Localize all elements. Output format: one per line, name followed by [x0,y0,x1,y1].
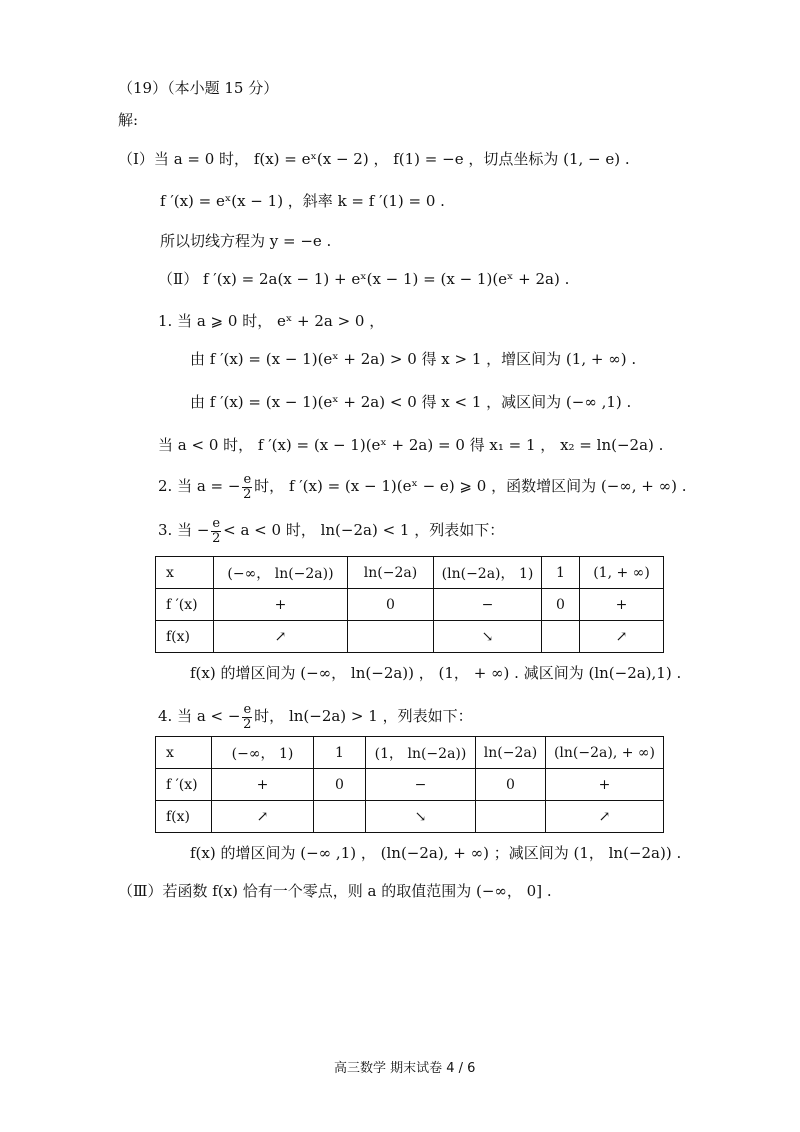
table-cell: (ln(−2a)， 1) [434,557,542,589]
case3-line [158,512,504,548]
table-cell: + [212,769,314,801]
table-row [156,557,664,589]
table-row [156,737,664,769]
table-cell [542,621,580,653]
part1-line3: 所以切线方程为 y = −e . [160,232,332,250]
frac-denominator: 2 [243,716,252,732]
part3-line: （Ⅲ）若函数 f(x) 恰有一个零点，则 a 的取值范围为 (−∞， 0] . [118,882,552,900]
case3-result: f(x) 的增区间为 (−∞， ln(−2a)) ， (1， + ∞) . 减区间为 (ln(−2a),1) . [190,664,682,682]
solution-label: 解: [118,111,139,129]
row-header-cell: x [156,557,214,589]
part2-derivative: （Ⅱ） f ′(x) = 2a(x − 1) + eˣ(x − 1) = (x − 1)(eˣ + 2a) . [158,270,570,288]
case1-decreasing: 由 f ′(x) = (x − 1)(eˣ + 2a) < 0 得 x < 1 ，减区间为 (−∞ ,1) . [190,393,632,411]
table-cell: ln(−2a) [476,737,546,769]
fraction-e-over-2 [242,473,252,502]
table-cell: − [366,769,476,801]
fraction-e-over-2 [242,703,252,732]
case4-prefix: 4. 当 a < − [158,707,241,725]
table-cell: ↘ [434,621,542,653]
frac-numerator: e [212,515,221,531]
table-cell: ↗ [214,621,348,653]
case4-line [158,698,473,734]
table-cell: 0 [348,589,434,621]
table-cell [476,801,546,833]
table-cell: + [214,589,348,621]
case4-result: f(x) 的增区间为 (−∞ ,1) ， (ln(−2a), + ∞) ；减区间为 (1， ln(−2a)) . [190,844,682,862]
table-cell [314,801,366,833]
case2-suffix: 时， f ′(x) = (x − 1)(eˣ − e) ⩾ 0 ，函数增区间为 (−∞, + ∞) . [254,477,687,495]
case2-line [158,468,687,504]
variation-table-case4 [155,736,664,833]
table-cell: + [580,589,664,621]
case1-heading: 1. 当 a ⩾ 0 时， eˣ + 2a > 0 ， [158,312,385,330]
case2-prefix: 2. 当 a = − [158,477,241,495]
table-cell: (−∞， 1) [212,737,314,769]
frac-numerator: e [243,701,252,717]
table-cell: (ln(−2a), + ∞) [546,737,664,769]
table-cell [348,621,434,653]
table-cell: − [434,589,542,621]
page-footer: 高三数学 期末试卷 4 / 6 [334,1061,476,1076]
table-row [156,621,664,653]
question-header: （19）（本小题 15 分） [118,79,279,97]
table-cell: 0 [314,769,366,801]
table-cell: (−∞， ln(−2a)) [214,557,348,589]
fraction-e-over-2 [211,517,221,546]
table-row [156,801,664,833]
row-header-cell: f ′(x) [156,769,212,801]
row-header-cell: f(x) [156,801,212,833]
table-cell: (1， ln(−2a)) [366,737,476,769]
table-cell: 1 [542,557,580,589]
frac-denominator: 2 [243,486,252,502]
variation-table-case3 [155,556,664,653]
row-header-cell: f(x) [156,621,214,653]
part1-line2: f ′(x) = eˣ(x − 1) ，斜率 k = f ′(1) = 0 . [160,192,445,210]
table-cell: ln(−2a) [348,557,434,589]
frac-numerator: e [243,471,252,487]
part1-line1: （Ⅰ）当 a = 0 时， f(x) = eˣ(x − 2) ， f(1) = −e ，切点坐标为 (1, − e) . [118,150,630,168]
table-row [156,589,664,621]
row-header-cell: f ′(x) [156,589,214,621]
table-cell: 1 [314,737,366,769]
table-cell: ↗ [546,801,664,833]
case1-increasing: 由 f ′(x) = (x − 1)(eˣ + 2a) > 0 得 x > 1 ，增区间为 (1, + ∞) . [190,350,637,368]
table-cell: (1, + ∞) [580,557,664,589]
frac-denominator: 2 [212,530,221,546]
table-cell: 0 [542,589,580,621]
row-header-cell: x [156,737,212,769]
table-cell: 0 [476,769,546,801]
table-row [156,769,664,801]
case3-prefix: 3. 当 − [158,521,210,539]
table-cell: ↘ [366,801,476,833]
case4-suffix: 时， ln(−2a) > 1 ，列表如下： [254,707,473,725]
case3-suffix: < a < 0 时， ln(−2a) < 1 ，列表如下： [223,521,505,539]
table-cell: ↗ [580,621,664,653]
table-cell: + [546,769,664,801]
negative-a-line: 当 a < 0 时， f ′(x) = (x − 1)(eˣ + 2a) = 0 得 x₁ = 1 ， x₂ = ln(−2a) . [158,436,664,454]
table-cell: ↗ [212,801,314,833]
